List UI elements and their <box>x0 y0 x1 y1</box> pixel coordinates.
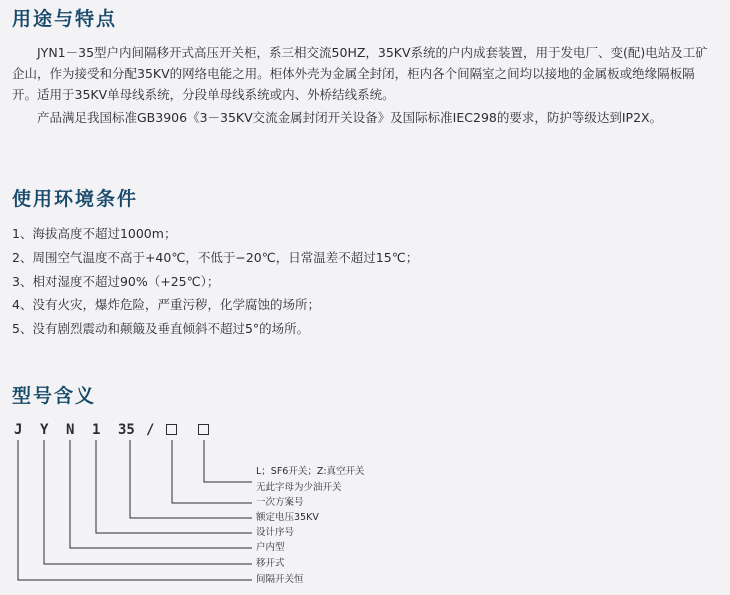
code-char-j: J <box>14 422 23 438</box>
model-label-withdrawable: 移开式 <box>256 558 285 569</box>
code-char-n: N <box>66 422 75 438</box>
environment-item-5: 5、没有剧烈震动和颠簸及垂直倾斜不超过5°的场所。 <box>12 321 310 336</box>
model-label-indoor: 户内型 <box>256 542 285 553</box>
environment-item-2: 2、周围空气温度不高于+40℃，不低于−20℃，日常温差不超过15℃； <box>12 250 419 265</box>
code-placeholder-box-2 <box>198 424 209 435</box>
section-title-model-meaning: 型号含义 <box>12 385 97 407</box>
model-label-scheme-number: 一次方案号 <box>256 497 304 508</box>
environment-item-3: 3、相对湿度不超过90%（+25℃）； <box>12 274 220 289</box>
code-char-slash: / <box>146 422 155 438</box>
code-char-y: Y <box>40 422 49 438</box>
model-label-compartment-switchgear: 间隔开关恒 <box>256 574 304 585</box>
section-title-environment: 使用环境条件 <box>12 188 139 210</box>
section-title-usage: 用途与特点 <box>12 8 118 30</box>
usage-paragraph-2: 产品满足我国标准GB3906《3－35KV交流金属封闭开关设备》及国际标准IEC298的要求，防护等级达到IP2X。 <box>37 110 663 125</box>
code-char-35: 35 <box>118 422 135 438</box>
model-label-oil-switch: 无此字母为少油开关 <box>256 482 342 493</box>
model-code-leader-lines <box>0 440 260 590</box>
environment-item-4: 4、没有火灾，爆炸危险，严重污秽，化学腐蚀的场所； <box>12 297 320 312</box>
usage-paragraph-1: JYN1－35型户内间隔移开式高压开关柜，系三相交流50HZ，35KV系统的户内成套装置，用于发电厂、变(配)电站及工矿企山，作为接受和分配35KV的网络电能之用。柜体外壳为金属全封闭，柜内各个间隔室之间均以接地的金属板或绝缘隔板隔开。适用于35KV单母线系统，分段单母线系统或内、外桥结线系统。 <box>12 45 708 102</box>
model-label-design-number: 设计序号 <box>256 527 295 538</box>
environment-item-1: 1、海拔高度不超过1000m； <box>12 226 177 241</box>
model-label-rated-voltage: 额定电压35KV <box>256 512 319 523</box>
code-char-1: 1 <box>92 422 101 438</box>
model-label-switch-type: L；SF6开关；Z:真空开关 <box>256 466 365 477</box>
code-placeholder-box-1 <box>166 424 177 435</box>
